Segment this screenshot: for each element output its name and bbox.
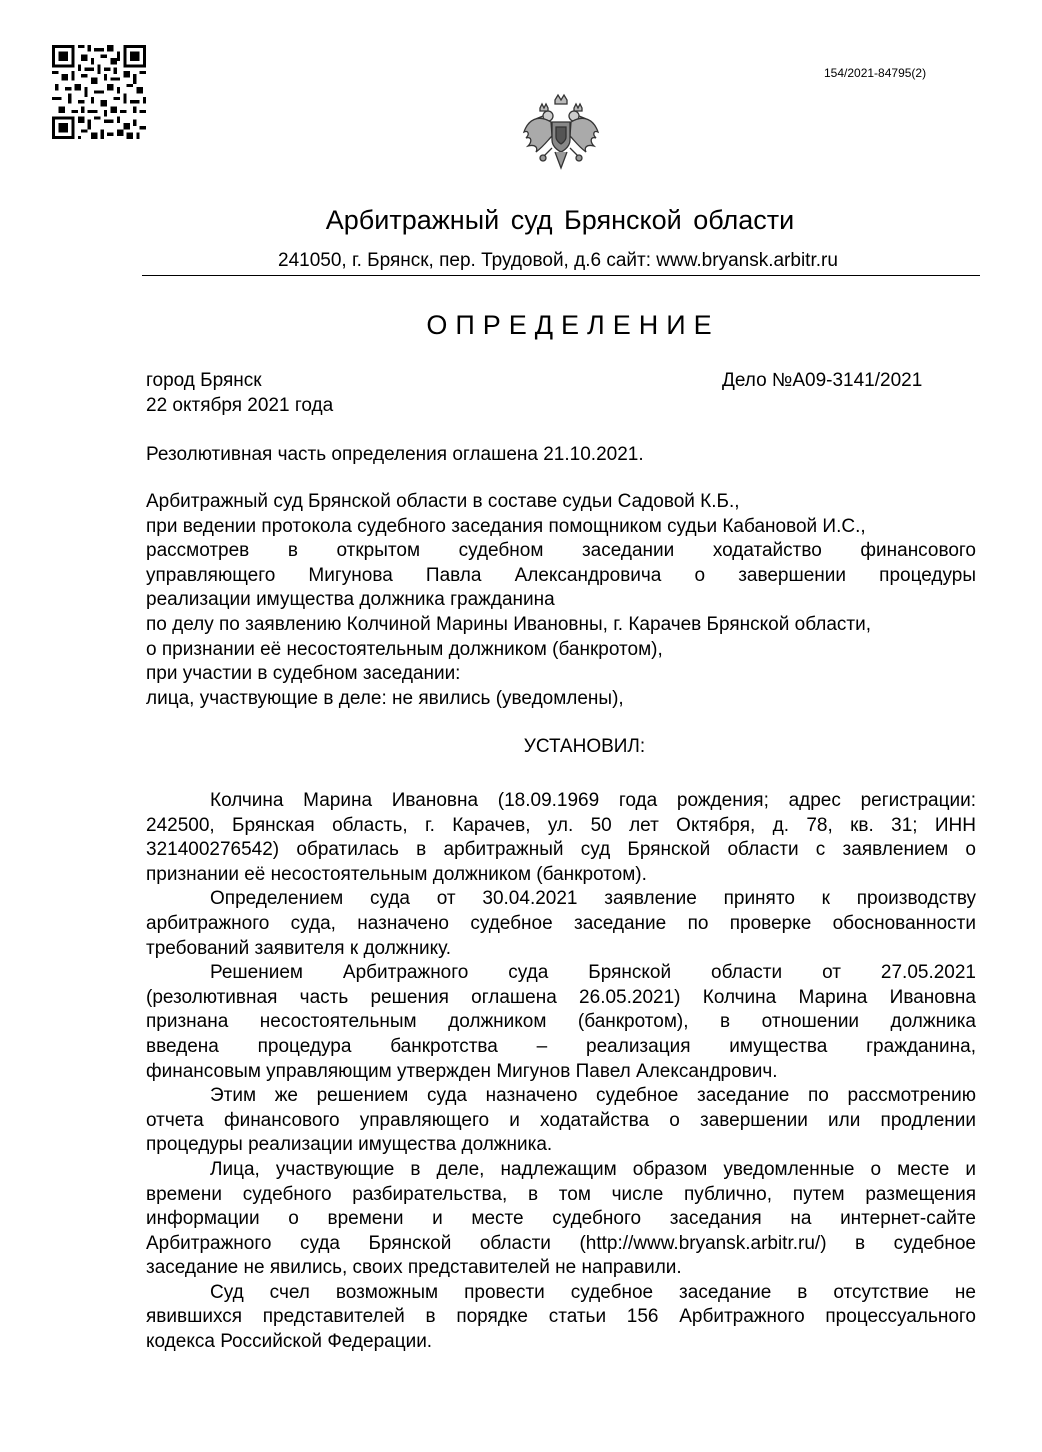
paragraph-line: 242500, Брянская область, г. Карачев, ул. 50 лет Октября, д. 78, кв. 31; ИНН	[146, 814, 976, 836]
decision-date: 22 октября 2021 года	[146, 395, 334, 416]
paragraph-line: Лица, участвующие в деле, надлежащим образом уведомленные о месте и	[210, 1158, 976, 1180]
paragraph-line: 321400276542) обратилась в арбитражный суд Брянской области с заявлением о	[146, 839, 976, 861]
paragraph	[146, 961, 976, 1084]
intro-line: по делу по заявлению Колчиной Марины Ивановны, г. Карачев Брянской области,	[146, 613, 871, 635]
intro-line: при участии в судебном заседании:	[146, 663, 461, 685]
court-address	[278, 250, 838, 272]
intro-line: управляющего Мигунова Павла Александровича о завершении процедуры	[146, 564, 976, 586]
case-number: Дело №А09-3141/2021	[722, 370, 923, 391]
intro-line: о признании её несостоятельным должником (банкротом),	[146, 638, 663, 660]
intro-line: Арбитражный суд Брянской области в составе судьи Садовой К.Б.,	[146, 491, 740, 512]
header-divider	[142, 275, 980, 276]
paragraph-line: Этим же решением суда назначено судебное заседание по рассмотрению	[210, 1085, 976, 1107]
intro-section	[146, 490, 976, 711]
intro-line: при ведении протокола судебного заседания помощником судьи Кабановой И.С.,	[146, 515, 866, 537]
paragraph	[146, 1281, 976, 1355]
case-reference: 154/2021-84795(2)	[824, 66, 927, 80]
paragraph	[146, 887, 976, 961]
paragraph-line: (резолютивная часть решения оглашена 26.05.2021) Колчина Марина Ивановна	[146, 986, 976, 1008]
paragraph-line: требований заявителя к должнику.	[146, 937, 452, 959]
paragraph-line: кодекса Российской Федерации.	[146, 1331, 433, 1353]
paragraph	[146, 789, 976, 887]
paragraph	[146, 1158, 976, 1281]
intro-line: рассмотрев в открытом судебном заседании ходатайство финансового	[146, 540, 976, 562]
intro-line: лица, участвующие в деле: не явились (уведомлены),	[146, 687, 624, 709]
established-heading: УСТАНОВИЛ:	[523, 736, 646, 757]
paragraph-line: процедуры реализации имущества должника.	[146, 1134, 553, 1156]
paragraph-line: признании её несостоятельным должником (банкротом).	[146, 863, 647, 885]
body-section	[146, 789, 976, 1355]
paragraph-line: Решением Арбитражного суда Брянской области от 27.05.2021	[210, 962, 976, 984]
paragraph-line: информации о времени и месте судебного заседания на интернет-сайте	[146, 1208, 976, 1230]
paragraph-line: введена процедура банкротства – реализация имущества гражданина,	[146, 1035, 976, 1057]
qr-code-icon	[52, 45, 146, 139]
paragraph-line: финансовым управляющим утвержден Мигунов Павел Александрович.	[146, 1060, 778, 1082]
paragraph	[146, 1084, 976, 1158]
paragraph-line: Суд счел возможным провести судебное заседание в отсутствие не	[210, 1281, 976, 1303]
court-address-text: 241050, г. Брянск, пер. Трудовой, д.6 сайт:	[278, 250, 651, 271]
paragraph-line: отчета финансового управляющего и ходатайства о завершении или продлении	[146, 1109, 976, 1131]
document-title: ОПРЕДЕЛЕНИЕ	[426, 310, 720, 340]
paragraph-line: заседание не явились, своих представителей не направили.	[146, 1257, 682, 1279]
paragraph-line: времени судебного разбирательства, в том числе публично, путем размещения	[146, 1183, 976, 1205]
coat-of-arms-icon	[518, 92, 604, 178]
court-website-link[interactable]: www.bryansk.arbitr.ru	[656, 250, 838, 271]
paragraph-line: признана несостоятельным должником (банкротом), в отношении должника	[146, 1011, 976, 1033]
paragraph-line: явившихся представителей в порядке статьи 156 Арбитражного процессуального	[146, 1306, 976, 1328]
paragraph-line: арбитражного суда, назначено судебное заседание по проверке обоснованности	[146, 912, 976, 934]
paragraph-line: Колчина Марина Ивановна (18.09.1969 года рождения; адрес регистрации:	[210, 790, 976, 811]
intro-line: реализации имущества должника гражданина	[146, 589, 555, 611]
paragraph-line: Определением суда от 30.04.2021 заявление принято к производству	[210, 888, 976, 910]
resolution-announcement: Резолютивная часть определения оглашена 21.10.2021.	[146, 444, 644, 465]
paragraph-line: Арбитражного суда Брянской области (http://www.bryansk.arbitr.ru/) в судебное	[146, 1232, 976, 1254]
city: город Брянск	[146, 370, 262, 391]
court-name: Арбитражный суд Брянской области	[325, 205, 795, 235]
